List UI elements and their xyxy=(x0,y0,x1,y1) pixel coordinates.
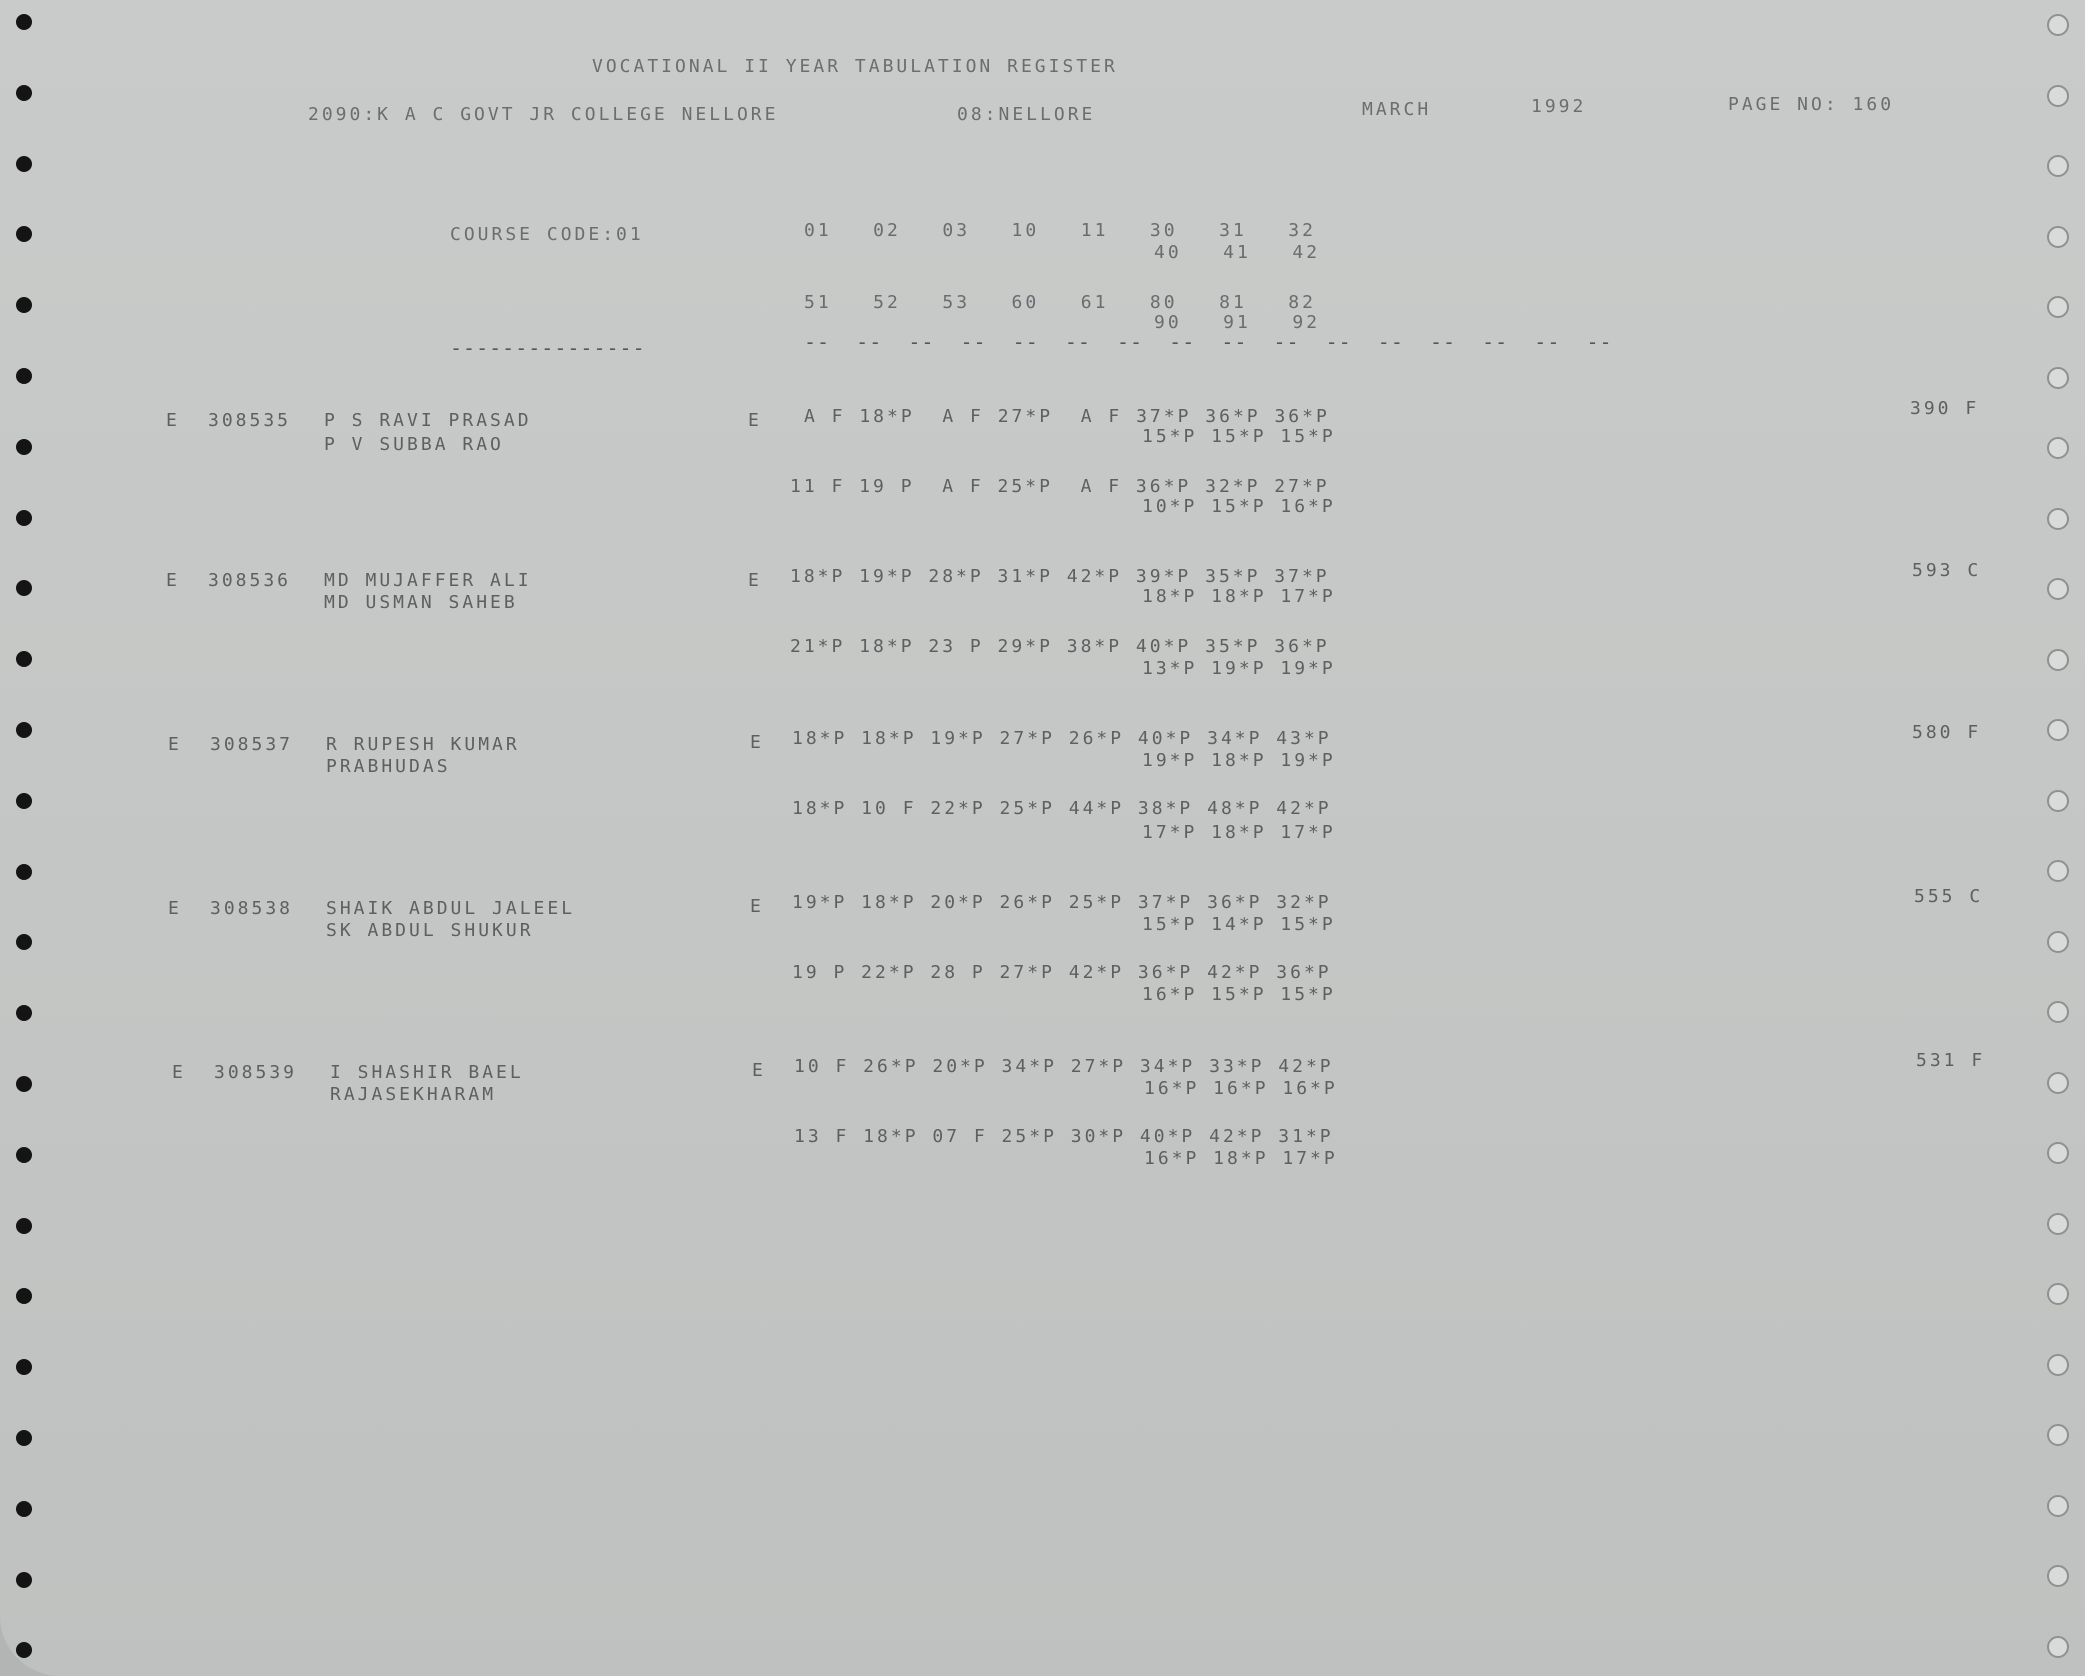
feed-hole xyxy=(16,1572,32,1588)
marks-year2-line1: 19 P 22*P 28 P 27*P 42*P 36*P 42*P 36*P xyxy=(792,962,1332,983)
marks-year2-line2: 16*P 18*P 17*P xyxy=(1144,1148,1338,1169)
feed-hole xyxy=(16,156,32,172)
marks-year1-line1: 19*P 18*P 20*P 26*P 25*P 37*P 36*P 32*P xyxy=(792,892,1332,913)
header-underline-right: -- -- -- -- -- -- -- -- -- -- -- -- -- -- -- -- xyxy=(804,330,1613,354)
feed-hole xyxy=(2047,649,2069,671)
feed-hole xyxy=(16,1005,32,1021)
parent-name: P V SUBBA RAO xyxy=(324,434,504,455)
feed-hole xyxy=(2047,1072,2069,1094)
feed-hole xyxy=(2047,1354,2069,1376)
feed-hole xyxy=(2047,1636,2069,1658)
feed-hole xyxy=(16,1642,32,1658)
feed-hole xyxy=(2047,1424,2069,1446)
marks-year1-line2: 18*P 18*P 17*P xyxy=(1142,586,1336,607)
student-name: I SHASHIR BAEL xyxy=(330,1062,524,1083)
subject-codes-row1: 01 02 03 10 11 30 31 32 xyxy=(804,220,1316,241)
feed-hole xyxy=(16,85,32,101)
feed-hole xyxy=(2047,1142,2069,1164)
feed-hole xyxy=(16,1501,32,1517)
subject-codes-row2: 51 52 53 60 61 80 81 82 xyxy=(804,292,1316,313)
feed-hole xyxy=(2047,790,2069,812)
feed-hole xyxy=(16,439,32,455)
parent-name: MD USMAN SAHEB xyxy=(324,592,518,613)
feed-hole xyxy=(2047,226,2069,248)
parent-name: RAJASEKHARAM xyxy=(330,1084,497,1105)
exam-month: MARCH xyxy=(1362,99,1432,120)
feed-hole xyxy=(16,934,32,950)
total-result: 531 F xyxy=(1916,1050,1986,1071)
feed-hole xyxy=(16,14,32,30)
exam-flag: E xyxy=(166,570,180,591)
subject-codes-row2b: 90 91 92 xyxy=(1154,312,1321,333)
marks-flag: E xyxy=(752,1060,766,1081)
total-result: 593 C xyxy=(1912,560,1982,581)
feed-hole xyxy=(2047,931,2069,953)
marks-year1-line1: 18*P 18*P 19*P 27*P 26*P 40*P 34*P 43*P xyxy=(792,728,1332,749)
feed-hole xyxy=(16,510,32,526)
roll-number: 308538 xyxy=(210,898,294,919)
feed-hole xyxy=(2047,85,2069,107)
marks-year2-line1: 18*P 10 F 22*P 25*P 44*P 38*P 48*P 42*P xyxy=(792,798,1332,819)
marks-year1-line2: 16*P 16*P 16*P xyxy=(1144,1078,1338,1099)
roll-number: 308535 xyxy=(208,410,292,431)
marks-year2-line2: 10*P 15*P 16*P xyxy=(1142,496,1336,517)
feed-hole xyxy=(2047,14,2069,36)
feed-hole xyxy=(2047,860,2069,882)
feed-hole xyxy=(16,368,32,384)
marks-flag: E xyxy=(748,410,762,431)
feed-hole xyxy=(16,226,32,242)
feed-hole xyxy=(2047,367,2069,389)
marks-year2-line2: 13*P 19*P 19*P xyxy=(1142,658,1336,679)
feed-hole xyxy=(2047,578,2069,600)
total-result: 390 F xyxy=(1910,398,1980,419)
feed-hole xyxy=(2047,1213,2069,1235)
marks-year1-line1: 10 F 26*P 20*P 34*P 27*P 34*P 33*P 42*P xyxy=(794,1056,1334,1077)
marks-year2-line1: 11 F 19 P A F 25*P A F 36*P 32*P 27*P xyxy=(790,476,1330,497)
student-name: MD MUJAFFER ALI xyxy=(324,570,532,591)
left-tractor-strip xyxy=(0,0,70,1676)
marks-year1-line1: 18*P 19*P 28*P 31*P 42*P 39*P 35*P 37*P xyxy=(790,566,1330,587)
roll-number: 308539 xyxy=(214,1062,298,1083)
feed-hole xyxy=(16,1359,32,1375)
exam-year: 1992 xyxy=(1531,96,1587,117)
feed-hole xyxy=(16,1076,32,1092)
exam-flag: E xyxy=(168,898,182,919)
feed-hole xyxy=(2047,155,2069,177)
district-name: 08:NELLORE xyxy=(957,104,1096,125)
parent-name: SK ABDUL SHUKUR xyxy=(326,920,534,941)
college-name: 2090:K A C GOVT JR COLLEGE NELLORE xyxy=(308,104,779,125)
feed-hole xyxy=(16,297,32,313)
marks-year2-line2: 17*P 18*P 17*P xyxy=(1142,822,1336,843)
feed-hole xyxy=(2047,296,2069,318)
student-name: R RUPESH KUMAR xyxy=(326,734,520,755)
feed-hole xyxy=(16,793,32,809)
feed-hole xyxy=(16,1147,32,1163)
right-tractor-strip xyxy=(2015,0,2085,1676)
feed-hole xyxy=(2047,437,2069,459)
total-result: 580 F xyxy=(1912,722,1982,743)
header-underline-left: --------------- xyxy=(450,336,646,360)
marks-flag: E xyxy=(748,570,762,591)
marks-flag: E xyxy=(750,732,764,753)
feed-hole xyxy=(2047,1565,2069,1587)
parent-name: PRABHUDAS xyxy=(326,756,451,777)
marks-year1-line1: A F 18*P A F 27*P A F 37*P 36*P 36*P xyxy=(804,406,1330,427)
student-name: P S RAVI PRASAD xyxy=(324,410,532,431)
marks-flag: E xyxy=(750,896,764,917)
subject-codes-row1b: 40 41 42 xyxy=(1154,242,1321,263)
feed-hole xyxy=(16,722,32,738)
student-name: SHAIK ABDUL JALEEL xyxy=(326,898,576,919)
page-number: PAGE NO: 160 xyxy=(1728,94,1895,115)
feed-hole xyxy=(2047,719,2069,741)
marks-year2-line1: 21*P 18*P 23 P 29*P 38*P 40*P 35*P 36*P xyxy=(790,636,1330,657)
feed-hole xyxy=(16,1218,32,1234)
feed-hole xyxy=(2047,1001,2069,1023)
register-title: VOCATIONAL II YEAR TABULATION REGISTER xyxy=(592,56,1118,77)
feed-hole xyxy=(2047,508,2069,530)
feed-hole xyxy=(2047,1283,2069,1305)
exam-flag: E xyxy=(168,734,182,755)
feed-hole xyxy=(16,1430,32,1446)
marks-year1-line2: 15*P 15*P 15*P xyxy=(1142,426,1336,447)
feed-hole xyxy=(16,580,32,596)
feed-hole xyxy=(16,651,32,667)
feed-hole xyxy=(16,1288,32,1304)
total-result: 555 C xyxy=(1914,886,1984,907)
exam-flag: E xyxy=(172,1062,186,1083)
exam-flag: E xyxy=(166,410,180,431)
marks-year1-line2: 19*P 18*P 19*P xyxy=(1142,750,1336,771)
feed-hole xyxy=(16,864,32,880)
roll-number: 308537 xyxy=(210,734,294,755)
marks-year2-line1: 13 F 18*P 07 F 25*P 30*P 40*P 42*P 31*P xyxy=(794,1126,1334,1147)
course-code-label: COURSE CODE:01 xyxy=(450,224,644,245)
marks-year1-line2: 15*P 14*P 15*P xyxy=(1142,914,1336,935)
marks-year2-line2: 16*P 15*P 15*P xyxy=(1142,984,1336,1005)
roll-number: 308536 xyxy=(208,570,292,591)
feed-hole xyxy=(2047,1495,2069,1517)
